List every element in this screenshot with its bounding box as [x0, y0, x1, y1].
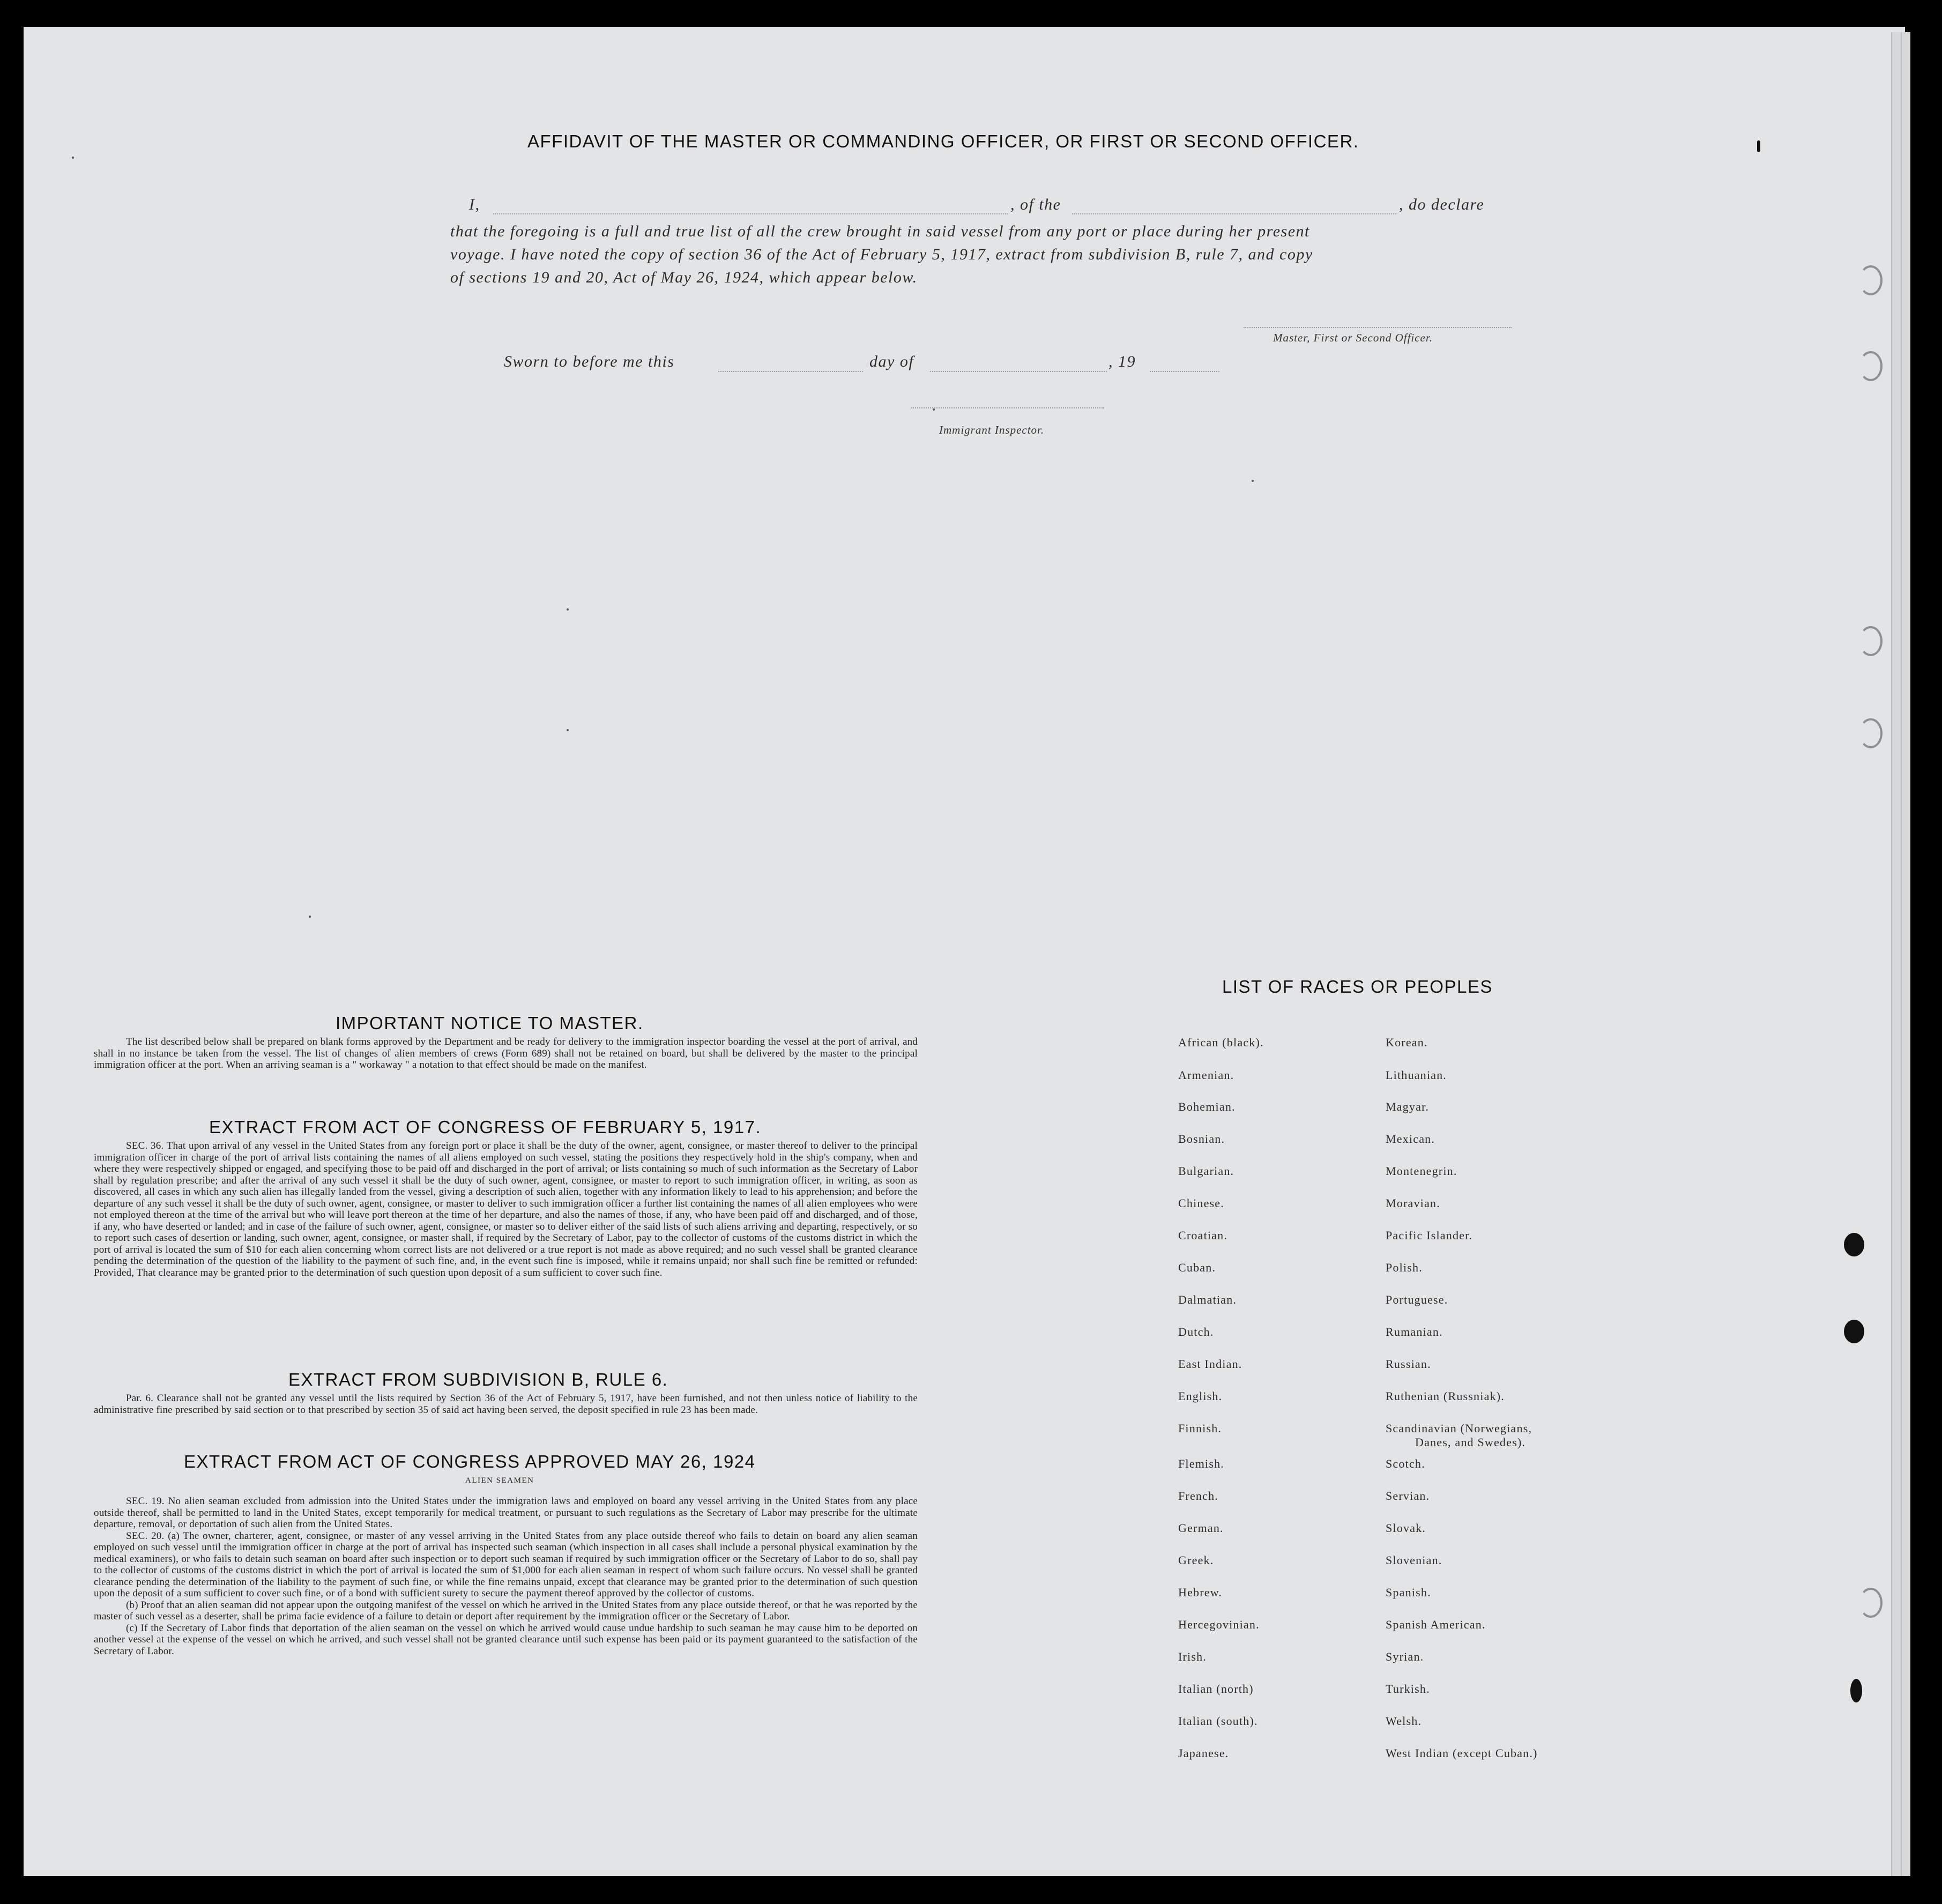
month-blank-line[interactable]	[930, 371, 1107, 372]
page-edge	[1901, 32, 1910, 1876]
race-item: Greek.	[1178, 1553, 1214, 1567]
race-item: Cuban.	[1178, 1261, 1216, 1274]
race-item: Pacific Islander.	[1386, 1229, 1473, 1242]
do-declare-label: , do declare	[1399, 196, 1485, 213]
race-item: Polish.	[1386, 1261, 1423, 1274]
ink-mark	[933, 408, 935, 411]
affidavit-title: AFFIDAVIT OF THE MASTER OR COMMANDING OFFICER, OR FIRST OR SECOND OFFICER.	[527, 131, 1359, 151]
affidavit-line-4: of sections 19 and 20, Act of May 26, 1924, which appear below.	[450, 269, 918, 286]
day-of-label: day of	[869, 353, 914, 370]
race-item: Turkish.	[1386, 1682, 1430, 1695]
race-item: Italian (north)	[1178, 1682, 1254, 1695]
section-20c-paragraph: (c) If the Secretary of Labor finds that deportation of the alien seaman on the vessel on which he arrived would cause undue hardship to such seaman he may cause him to be deported on another vessel at the expense of the vessel on which he arrived, and such vessel shall not be granted clearance until such expense has been paid or its payment guaranteed to the satisfaction of the Secretary of Labor.	[94, 1622, 918, 1657]
race-item: Servian.	[1386, 1489, 1430, 1503]
race-item-continuation: Danes, and Swedes).	[1415, 1436, 1526, 1449]
race-item: Spanish.	[1386, 1586, 1431, 1599]
race-item: Dalmatian.	[1178, 1293, 1237, 1306]
race-item: Syrian.	[1386, 1650, 1424, 1663]
race-item: Flemish.	[1178, 1457, 1224, 1470]
race-item: Magyar.	[1386, 1100, 1430, 1113]
race-item: Portuguese.	[1386, 1293, 1448, 1306]
ink-mark	[567, 729, 569, 731]
race-item: East Indian.	[1178, 1357, 1242, 1371]
signature-blank-line[interactable]	[1244, 327, 1512, 328]
race-item: Ruthenian (Russniak).	[1386, 1389, 1505, 1403]
race-item: African (black).	[1178, 1036, 1264, 1049]
rule-6-body	[94, 1393, 918, 1416]
rule-6-paragraph: Par. 6. Clearance shall not be granted any vessel until the lists required by Section 36 of the Act of February 5, 1917, have been furnished, and not then unless notice of liability to the administrative fine prescribed by said section or to that prescribed by section 35 of said act having been served, the deposit specified in rule 23 has been made.	[94, 1393, 918, 1416]
race-item: West Indian (except Cuban.)	[1386, 1746, 1538, 1760]
binding-hole	[1859, 351, 1883, 381]
affidavit-i-label: I,	[469, 196, 480, 213]
section-36-paragraph: SEC. 36. That upon arrival of any vessel in the United States from any foreign port or place it shall be the duty of the owner, agent, consignee, or master thereof to deliver to the principal immigration officer in charge of the port of arrival lists containing the names of all aliens employed on such vessel, stating the positions they respectively hold in the ship's company, when and where they were respectively shipped or engaged, and specifying those to be paid off and discharged in the port of arrival; or lists containing so much of such information as the Secretary of Labor shall by regulation prescribe; and after the arrival of any such vessel it shall be the duty of such owner, agent, consignee, or master to report to such immigration officer, in writing, as soon as discovered, all cases in which any such alien has illegally landed from the vessel, giving a description of such alien, together with any information likely to lead to his apprehension; and before the departure of any such vessel it shall be the duty of such owner, agent, consignee, or master to deliver to such immigration officer a further list containing the names of all alien employees who were not employed thereon at the time of the arrival but who will leave port thereon at the time of her departure, and also the names of those, if any, who have been paid off and discharged, and of those, if any, who have deserted or landed; and in case of the failure of such owner, agent, consignee, or master so to deliver either of the said lists of such aliens arriving and departing, respectively, or so to report such cases of desertion or landing, such owner, agent, consignee, or master shall, if required by the Secretary of Labor, pay to the collector of customs of the customs district in which the port of arrival is located the sum of $10 for each alien concerning whom correct lists are not delivered or a true report is not made as above required; and no such vessel shall be granted clearance pending the determination of the question of the liability to the payment of such fine, and, in the event such fine is imposed, while it remains unpaid; nor shall such fine be remitted or refunded: Provided, That clearance may be granted prior to the determination of such question upon deposit of a sum sufficient to cover such fine.	[94, 1140, 918, 1278]
race-item: Korean.	[1386, 1036, 1428, 1049]
year-blank-line[interactable]	[1150, 371, 1219, 372]
binding-hole	[1859, 265, 1883, 295]
name-blank-line[interactable]	[493, 213, 1008, 214]
rule-6-title: EXTRACT FROM SUBDIVISION B, RULE 6.	[288, 1370, 668, 1389]
race-item: Italian (south).	[1178, 1714, 1258, 1728]
page-edge	[1891, 32, 1901, 1876]
race-item: Spanish American.	[1386, 1618, 1486, 1631]
notice-paragraph: The list described below shall be prepared on blank forms approved by the Department and be ready for delivery to the immigration inspector boarding the vessel at the port of arrival, and shall in no instance be taken from the vessel. The list of changes of alien members of crews (Form 689) shall not be retained on board, but shall be delivered by the master to the principal immigration officer at the port. When an arriving seaman is a " workaway " a notation to that effect should be made on the manifest.	[94, 1036, 918, 1070]
race-item: Scandinavian (Norwegians,	[1386, 1422, 1532, 1435]
extract-1917-title: EXTRACT FROM ACT OF CONGRESS OF FEBRUARY 5, 1917.	[209, 1117, 762, 1137]
race-item: Chinese.	[1178, 1196, 1224, 1210]
ink-mark	[1252, 480, 1254, 482]
binding-hole	[1850, 1679, 1862, 1702]
race-item: Moravian.	[1386, 1196, 1440, 1210]
binding-hole	[1844, 1320, 1864, 1343]
race-item: Slovenian.	[1386, 1553, 1442, 1567]
binding-hole	[1859, 1588, 1883, 1618]
of-the-label: , of the	[1010, 196, 1061, 213]
binding-hole	[1859, 626, 1883, 656]
vessel-blank-line[interactable]	[1072, 213, 1396, 214]
race-item: Montenegrin.	[1386, 1164, 1457, 1178]
race-item: French.	[1178, 1489, 1218, 1503]
race-item: Hercegovinian.	[1178, 1618, 1260, 1631]
extract-1924-body	[94, 1496, 918, 1657]
race-item: Scotch.	[1386, 1457, 1425, 1470]
sworn-label: Sworn to before me this	[504, 353, 675, 370]
race-item: Rumanian.	[1386, 1325, 1443, 1338]
alien-seamen-subtitle: ALIEN SEAMEN	[465, 1476, 534, 1485]
race-item: Bosnian.	[1178, 1132, 1225, 1146]
race-item: German.	[1178, 1521, 1224, 1535]
inspector-blank-line[interactable]	[911, 407, 1104, 408]
race-item: Lithuanian.	[1386, 1068, 1447, 1082]
section-20a-paragraph: SEC. 20. (a) The owner, charterer, agent, consignee, or master of any vessel arriving in the United States from any place outside thereof who fails to detain on board any alien seaman employed on such vessel until the immigration officer in charge at the port of arrival has inspected such seaman (which inspection in all cases shall include a personal physical examination by the medical examiners), or who fails to detain such seaman on board after such inspection or to deport such seaman if required by such immigration officer or the Secretary of Labor to do so, shall pay to the collector of customs of the customs district in which the port of arrival is located the sum of $1,000 for each alien seaman in respect of whom such failure occurs. No vessel shall be granted clearance pending the determination of the liability to the payment of such fine, or while the fine remains unpaid, except that clearance may be granted prior to the determination of such question upon the deposit of a sum sufficient to cover such fine, or of a bond with sufficient surety to secure the payment thereof approved by the collector of customs.	[94, 1530, 918, 1599]
race-item: Armenian.	[1178, 1068, 1234, 1082]
race-item: Hebrew.	[1178, 1586, 1223, 1599]
race-item: Croatian.	[1178, 1229, 1228, 1242]
race-item: Dutch.	[1178, 1325, 1214, 1338]
ink-mark	[1757, 140, 1760, 152]
race-item: Finnish.	[1178, 1422, 1222, 1435]
race-item: Slovak.	[1386, 1521, 1426, 1535]
affidavit-line-3: voyage. I have noted the copy of section 36 of the Act of February 5, 1917, extract from subdivision B, rule 7, and copy	[450, 246, 1313, 263]
extract-1924-title: EXTRACT FROM ACT OF CONGRESS APPROVED MAY 26, 1924	[184, 1452, 756, 1471]
notice-title: IMPORTANT NOTICE TO MASTER.	[336, 1013, 644, 1033]
section-20b-paragraph: (b) Proof that an alien seaman did not appear upon the outgoing manifest of the vessel on which he arrived in the United States from any place outside thereof, or that he was reported by the master of such vessel as a deserter, shall be prima facie evidence of a failure to detain or deport after requirement by the immigration officer or the Secretary of Labor.	[94, 1599, 918, 1622]
race-item: Bohemian.	[1178, 1100, 1236, 1113]
day-blank-line[interactable]	[718, 371, 863, 372]
race-item: Welsh.	[1386, 1714, 1422, 1728]
binding-hole	[1859, 718, 1883, 748]
race-item: Mexican.	[1386, 1132, 1435, 1146]
race-item: Japanese.	[1178, 1746, 1229, 1760]
extract-1917-body	[94, 1140, 918, 1278]
year-label: , 19	[1108, 353, 1136, 370]
ink-mark	[72, 157, 74, 159]
section-19-paragraph: SEC. 19. No alien seaman excluded from admission into the United States under the immigration laws and employed on board any vessel arriving in the United States from any place outside thereof, shall be permitted to land in the United States, except temporarily for medical treatment, or pursuant to such regulations as the Secretary of Labor may prescribe for the ultimate departure, removal, or deportation of such alien from the United States.	[94, 1496, 918, 1530]
binding-hole	[1844, 1233, 1864, 1256]
ink-mark	[309, 916, 311, 918]
inspector-caption: Immigrant Inspector.	[939, 423, 1045, 436]
affidavit-line-2: that the foregoing is a full and true list of all the crew brought in said vessel from any port or place during her present	[450, 222, 1310, 240]
races-title: LIST OF RACES OR PEOPLES	[1222, 977, 1493, 996]
notice-body	[94, 1036, 918, 1071]
race-item: English.	[1178, 1389, 1223, 1403]
ink-mark	[567, 608, 569, 611]
race-item: Bulgarian.	[1178, 1164, 1234, 1178]
race-item: Irish.	[1178, 1650, 1207, 1663]
race-item: Russian.	[1386, 1357, 1431, 1371]
signature-caption: Master, First or Second Officer.	[1273, 331, 1433, 344]
